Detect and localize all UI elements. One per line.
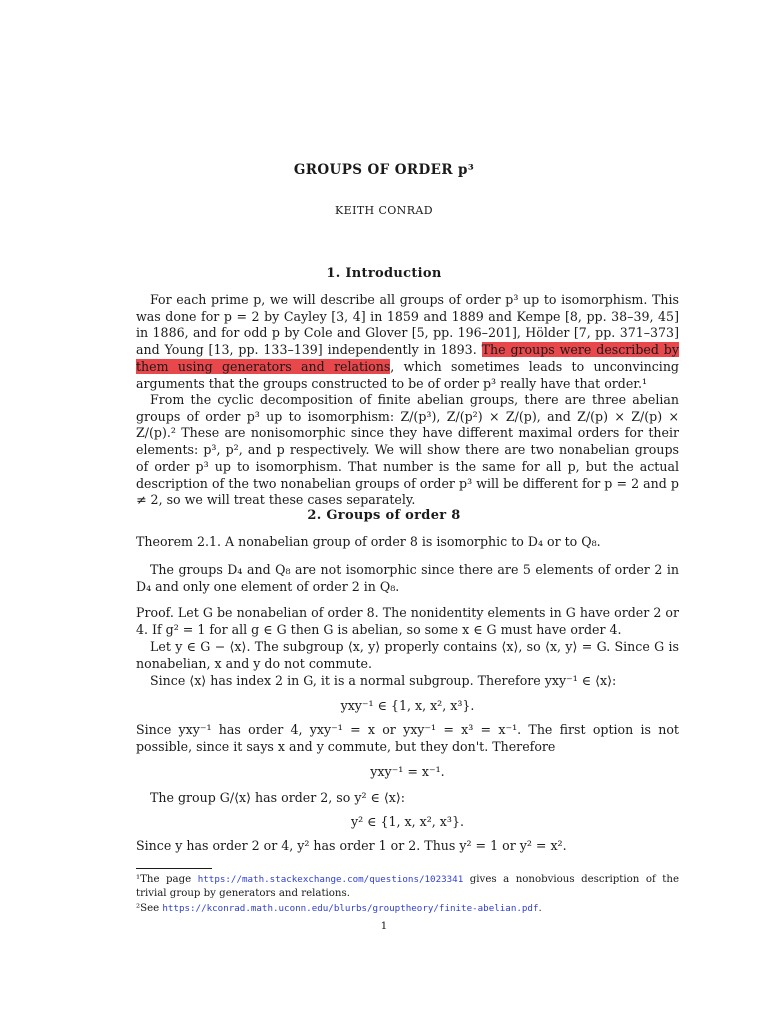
footnote-2	[136, 902, 679, 916]
section-heading-groups-of-order-8: 2. Groups of order 8	[307, 508, 461, 523]
proof-paragraph-2: Let y ∈ G − ⟨x⟩. The subgroup ⟨x, y⟩ properly contains ⟨x⟩, so ⟨x, y⟩ = G. Since G is nonabelian, x and y do not commute.	[136, 639, 679, 671]
page-number: 1	[380, 920, 388, 932]
proof-paragraph-6: Since y has order 2 or 4, y² has order 1 or 2. Thus y² = 1 or y² = x².	[136, 838, 567, 853]
proof-paragraph-5: The group G/⟨x⟩ has order 2, so y² ∈ ⟨x⟩:	[150, 790, 405, 805]
paper-author: KEITH CONRAD	[335, 204, 433, 217]
footnote-2-text: ²See https://kconrad.math.uconn.edu/blurbs/grouptheory/finite-abelian.pdf.	[136, 903, 542, 914]
proof-paragraph-4: Since yxy⁻¹ has order 4, yxy⁻¹ = x or yxy⁻¹ = x³ = x⁻¹. The first option is not possible, since it says x and y commute, but they don't. Therefore	[136, 722, 679, 754]
display-equation-3: y² ∈ {1, x, x², x³}.	[351, 814, 464, 829]
intro-paragraph-1-text: For each prime p, we will describe all groups of order p³ up to isomorphism. This was done for p = 2 by Cayley [3, 4] in 1859 and 1889 and Kempe [8, pp. 38–39, 45] in 1886, and for odd p by Cole and Glover [5, pp. 196–201], Hölder [7, pp. 371–373] and Young [13, pp. 133–139] independently in 1893. The groups were described by them using generators and relations, which sometimes leads to unconvincing arguments that the groups constructed to be of order p³ really have that order.¹	[136, 292, 679, 391]
display-equation-1: yxy⁻¹ ∈ {1, x, x², x³}.	[340, 698, 475, 713]
footnote-1-text: ¹The page https://math.stackexchange.com/questions/1023341 gives a nonobvious description of the trivial group by generators and relations.	[136, 874, 679, 899]
paper-title: GROUPS OF ORDER p³	[293, 162, 475, 178]
footnote-rule	[136, 868, 212, 869]
theorem-2-1: Theorem 2.1. A nonabelian group of order 8 is isomorphic to D₄ or to Q₈.	[136, 534, 601, 549]
section-heading-introduction: 1. Introduction	[326, 266, 442, 281]
intro-paragraph-1	[136, 292, 679, 392]
highlighted-phrase-mark: The groups were described by them using generators and relations	[136, 342, 679, 374]
proof-paragraph-3: Since ⟨x⟩ has index 2 in G, it is a normal subgroup. Therefore yxy⁻¹ ∈ ⟨x⟩:	[150, 673, 617, 688]
footnote-1-url[interactable]: https://math.stackexchange.com/questions/1023341	[197, 874, 464, 885]
footnote-1	[136, 873, 679, 900]
intro-paragraph-2: From the cyclic decomposition of finite abelian groups, there are three abelian groups of order p³ up to isomorphism: Z/(p³), Z/(p²) × Z/(p), and Z/(p) × Z/(p) × Z/(p).² These are nonisomorphic since they have different maximal orders for their elements: p³, p², and p respectively. We will show there are two nonabelian groups of order p³ up to isomorphism. That number is the same for all p, but the actual description of the two nonabelian groups of order p³ will be different for p = 2 and p ≠ 2, so we will treat these cases separately.	[136, 392, 679, 508]
proof-paragraph-1: Proof. Let G be nonabelian of order 8. The nonidentity elements in G have order 2 or 4. If g² = 1 for all g ∈ G then G is abelian, so some x ∈ G must have order 4.	[136, 605, 679, 637]
paragraph-d4-q8: The groups D₄ and Q₈ are not isomorphic since there are 5 elements of order 2 in D₄ and only one element of order 2 in Q₈.	[136, 562, 679, 594]
display-equation-2: yxy⁻¹ = x⁻¹.	[370, 764, 445, 779]
footnote-2-url[interactable]: https://kconrad.math.uconn.edu/blurbs/grouptheory/finite-abelian.pdf	[162, 903, 539, 914]
